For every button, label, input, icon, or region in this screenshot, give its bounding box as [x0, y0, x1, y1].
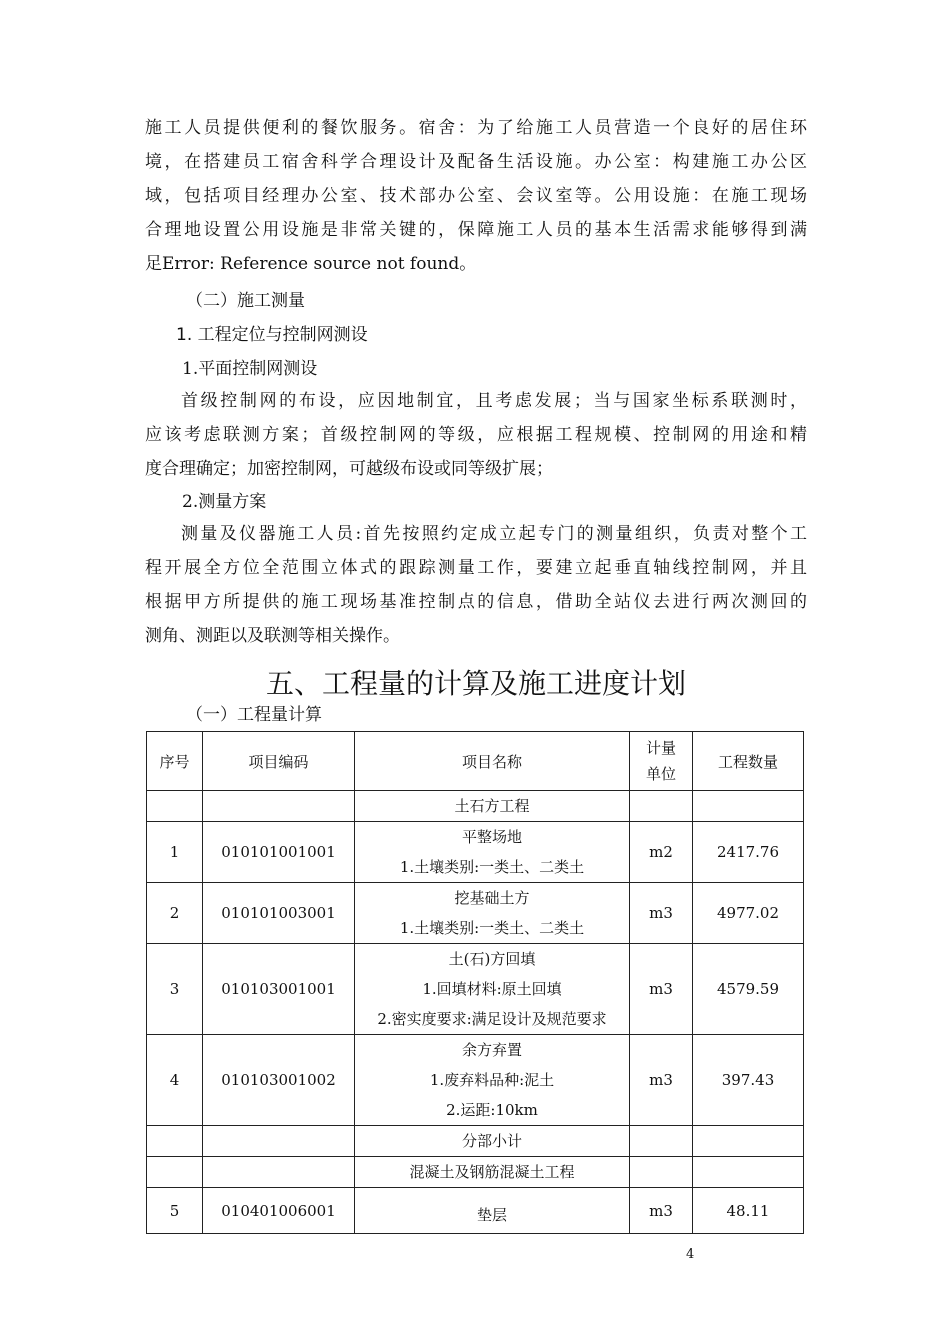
header-qty: 工程数量 — [693, 732, 804, 791]
cell-unit: m2 — [630, 822, 693, 883]
cell-name — [355, 883, 630, 944]
cell-name — [355, 944, 630, 1035]
page-number: 4 — [686, 1247, 695, 1262]
text-line: 根据甲方所提供的施工现场基准控制点的信息，借助全站仪去进行两次测回的 — [145, 592, 807, 612]
table-row — [147, 1188, 804, 1234]
cell-unit: m3 — [630, 1035, 693, 1126]
cell-code: 010101001001 — [203, 822, 355, 883]
cell-qty: 4579.59 — [693, 944, 804, 1035]
cell-no — [147, 791, 203, 822]
text-line: 境，在搭建员工宿舍科学合理设计及配备生活设施。办公室：构建施工办公区 — [145, 152, 807, 172]
cell-name-line: 平整场地 — [461, 828, 522, 846]
cell-qty: 2417.76 — [693, 822, 804, 883]
header-unit-line2: 单位 — [645, 765, 676, 783]
cell-code — [203, 791, 355, 822]
subheading-survey-plan: 2.测量方案 — [182, 492, 267, 512]
cell-name-line: 1.土壤类别:一类土、二类土 — [399, 858, 585, 876]
cell-unit — [630, 1157, 693, 1188]
table-header-row — [147, 732, 804, 791]
cell-name-line: 垫层 — [476, 1205, 507, 1224]
cell-no: 3 — [147, 944, 203, 1035]
text-line: 度合理确定；加密控制网，可越级布设或同等级扩展； — [145, 459, 553, 479]
cell-name — [355, 1126, 630, 1157]
text-line: 首级控制网的布设，应因地制宜，且考虑发展；当与国家坐标系联测时， — [181, 391, 807, 411]
text-line: 合理地设置公用设施是非常关键的，保障施工人员的基本生活需求能够得到满 — [145, 220, 807, 240]
text-line: 足Error: Reference source not found。 — [145, 254, 477, 274]
cell-name — [355, 822, 630, 883]
intro-paragraph — [145, 111, 807, 281]
cell-no: 2 — [147, 883, 203, 944]
table-row — [147, 1157, 804, 1188]
table-row — [147, 791, 804, 822]
cell-qty: 397.43 — [693, 1035, 804, 1126]
cell-unit: m3 — [630, 944, 693, 1035]
cell-qty: 4977.02 — [693, 883, 804, 944]
cell-name-line: 混凝土及钢筋混凝土工程 — [409, 1163, 575, 1181]
cell-name — [355, 1188, 630, 1234]
text-line: 应该考虑联测方案；首级控制网的等级，应根据工程规模、控制网的用途和精 — [145, 425, 807, 445]
chapter-title: 五、工程量的计算及施工进度计划 — [265, 667, 686, 700]
cell-name-line: 分部小计 — [461, 1132, 522, 1150]
table-row — [147, 822, 804, 883]
cell-name-line: 1.废弃料品种:泥土 — [429, 1071, 555, 1089]
header-code: 项目编码 — [203, 732, 355, 791]
cell-no: 1 — [147, 822, 203, 883]
cell-no — [147, 1126, 203, 1157]
cell-name-line: 2.运距:10km — [446, 1101, 538, 1119]
cell-unit: m3 — [630, 1188, 693, 1234]
subheading-positioning: 1. 工程定位与控制网测设 — [176, 325, 368, 345]
cell-unit — [630, 1126, 693, 1157]
cell-unit — [630, 791, 693, 822]
table-row — [147, 883, 804, 944]
cell-name-line: 1.土壤类别:一类土、二类土 — [399, 919, 585, 937]
cell-code — [203, 1157, 355, 1188]
cell-name-line: 1.回填材料:原土回填 — [422, 980, 562, 998]
cell-name-line: 土石方工程 — [454, 797, 530, 815]
cell-code: 010103001001 — [203, 944, 355, 1035]
text-line: 测角、测距以及联测等相关操作。 — [145, 626, 400, 646]
cell-qty — [693, 1157, 804, 1188]
header-name: 项目名称 — [355, 732, 630, 791]
cell-qty: 48.11 — [693, 1188, 804, 1234]
cell-name-line: 余方弃置 — [461, 1041, 522, 1059]
table-row — [147, 1126, 804, 1157]
header-unit-line1: 计量 — [645, 739, 676, 757]
cell-name-line: 2.密实度要求:满足设计及规范要求 — [377, 1010, 607, 1028]
cell-code: 010103001002 — [203, 1035, 355, 1126]
cell-no — [147, 1157, 203, 1188]
cell-name — [355, 791, 630, 822]
cell-name — [355, 1157, 630, 1188]
section-heading-survey: （二）施工测量 — [186, 291, 305, 311]
cell-name-line: 挖基础土方 — [454, 889, 530, 907]
cell-unit: m3 — [630, 883, 693, 944]
cell-code: 010401006001 — [203, 1188, 355, 1234]
subheading-plane-control: 1.平面控制网测设 — [182, 359, 318, 379]
cell-no: 4 — [147, 1035, 203, 1126]
cell-qty — [693, 791, 804, 822]
table-row — [147, 944, 804, 1035]
cell-no: 5 — [147, 1188, 203, 1234]
survey-paragraph-2 — [145, 517, 807, 653]
header-no: 序号 — [147, 732, 203, 791]
cell-name — [355, 1035, 630, 1126]
cell-code — [203, 1126, 355, 1157]
cell-qty — [693, 1126, 804, 1157]
header-unit — [630, 732, 693, 791]
cell-name-line: 土(石)方回填 — [448, 950, 536, 968]
text-line: 测量及仪器施工人员:首先按照约定成立起专门的测量组织，负责对整个工 — [181, 524, 807, 544]
text-line: 程开展全方位全范围立体式的跟踪测量工作，要建立起垂直轴线控制网，并且 — [145, 558, 807, 578]
quantity-table — [146, 731, 804, 1234]
quantity-section-heading: （一）工程量计算 — [186, 705, 322, 725]
table-row — [147, 1035, 804, 1126]
text-line: 域，包括项目经理办公室、技术部办公室、会议室等。公用设施：在施工现场 — [145, 186, 807, 206]
text-line: 施工人员提供便利的餐饮服务。宿舍：为了给施工人员营造一个良好的居住环 — [145, 118, 807, 138]
cell-code: 010101003001 — [203, 883, 355, 944]
survey-paragraph-1 — [145, 384, 807, 486]
